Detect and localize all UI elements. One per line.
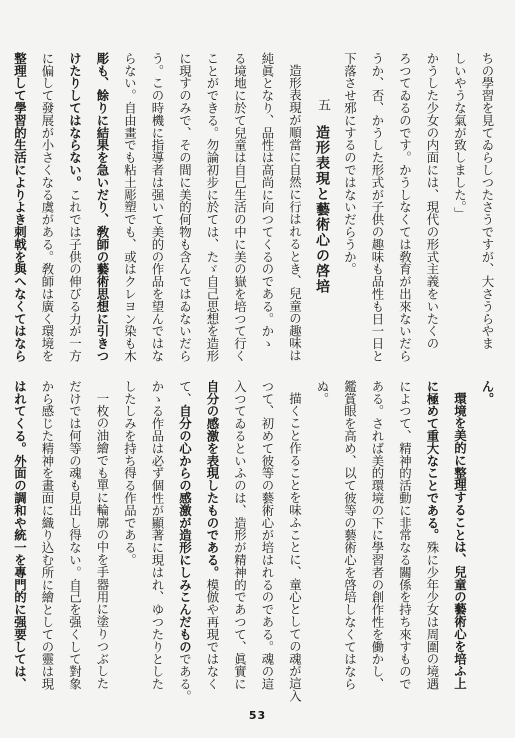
text-column: に現すのみで、その間に美的何物も含んではゐないだら: [177, 52, 193, 362]
text-column: [199, 380, 227, 692]
lower-text-block: [6, 380, 501, 703]
emphasized-text: けたりしてはならない。: [67, 52, 83, 189]
text-column: ことができる。勿論初步に於ては、たゞ自己思想を造形: [205, 52, 220, 362]
body-text: 殊に少年少女は周圍の境遇: [425, 541, 440, 691]
section-number: 五: [315, 98, 330, 111]
text-column: ある。されば美的環境の下に學習者の創作性を働かし、: [370, 380, 385, 690]
text-column: [61, 52, 89, 364]
emphasized-text-column: 彫も、餘りに結果を急いだり、敎師の藝術思想に引きつ: [95, 52, 110, 362]
text-column: から感じた精神を畫面に織り込む所に繪としての靈は現: [40, 380, 55, 690]
text-column: 造形表現が順當に自然に行はれるとき、兒童の趣味は: [287, 64, 303, 362]
text-column: [419, 380, 447, 692]
text-column: 入つてゐるといふのは、造形が精神的であつて、眞實に: [232, 380, 248, 690]
text-column: ろつてゐるのです。かうしなくては敎育が出來ないだら: [397, 52, 413, 362]
emphasized-text-column: 整理して學習的生活によりよき刺戟を與へなくてはなら: [12, 52, 28, 362]
page-number: 53: [248, 709, 267, 722]
text-column: 一枚の油繪でも單に輪廓の中を手器用に塗りつぶした: [95, 392, 110, 690]
text-column: 描くこと作ることを味ふことに、童心としての魂が這入: [287, 392, 303, 703]
text-column: かゝる作品は必ず個性が顯著に現はれ、ゆつたりとした: [150, 380, 165, 690]
text-column: 鑑賞眼を高め、以て彼等の藝術心を啓培しなくてはなら: [342, 380, 358, 690]
text-column: ぬ。: [315, 380, 330, 405]
text-column: うか、否、かうした形式が子供の趣味も品性も日一日と: [370, 52, 385, 362]
text-column: ちの學習を見てゐらしつたさうですが、大さうらやま: [480, 52, 495, 350]
body-text: これでは子供の伸びる力が一方: [67, 188, 83, 363]
text-column: う。この時機に指導者は强いて美的の作品を望んではな: [150, 52, 165, 362]
text-column: に偏して發展が小さくなる虞がある。敎師は廣く環境を: [40, 52, 55, 362]
text-column: る境地に於て兒童は自己生活の中に美の嶽を培つて行く: [232, 52, 248, 362]
emphasized-text: に極めて重大なことである。: [425, 380, 440, 542]
upper-text-block: [6, 52, 501, 364]
text-column: かうした少女の内面には、現代の形式主義をいたくの: [425, 52, 440, 350]
body-text: である。: [177, 652, 193, 703]
text-column: [171, 380, 199, 703]
emphasized-text-column: ん。: [480, 380, 495, 405]
text-column: だけでは何等の魂も見出し得ない。自己を强くして對象: [67, 380, 83, 690]
body-text: 模倣や再現ではなく: [205, 578, 220, 691]
text-column: したしみを持ち得る作品である。: [122, 380, 138, 566]
text-column: によつて、精神的活動に非常なる關係を持ち來すもので: [397, 380, 413, 690]
section-heading: [309, 52, 337, 364]
text-column: 下落させ邪にするのではないだらうか。: [342, 52, 358, 276]
emphasized-text-column: 環境を美的に整理することは、兒童の藝術心を培ふ上: [452, 392, 468, 690]
section-title: 造形表現と藝術心の啓培: [314, 125, 330, 295]
emphasized-text-column: はれてくる。外面の調和や統一を專門的に强要しては、: [12, 380, 28, 690]
text-column: しいやうな氣が致しました。」: [452, 52, 468, 220]
text-column: 純眞となり、品性は高尚に向つてくるのである。かゝ: [260, 52, 275, 350]
emphasized-text: 自分の感激を表現したものである。: [205, 380, 220, 579]
body-text: て、: [177, 380, 193, 405]
emphasized-text: 自分の心からの感激が造形にしみこんだもの: [177, 404, 193, 653]
text-column: つて、初めて彼等の藝術心が培はれるのである。魂の這: [260, 380, 275, 690]
text-column: らない。自由畫でも粘土彫塑でも、或はクレヨン染も木: [122, 52, 138, 362]
